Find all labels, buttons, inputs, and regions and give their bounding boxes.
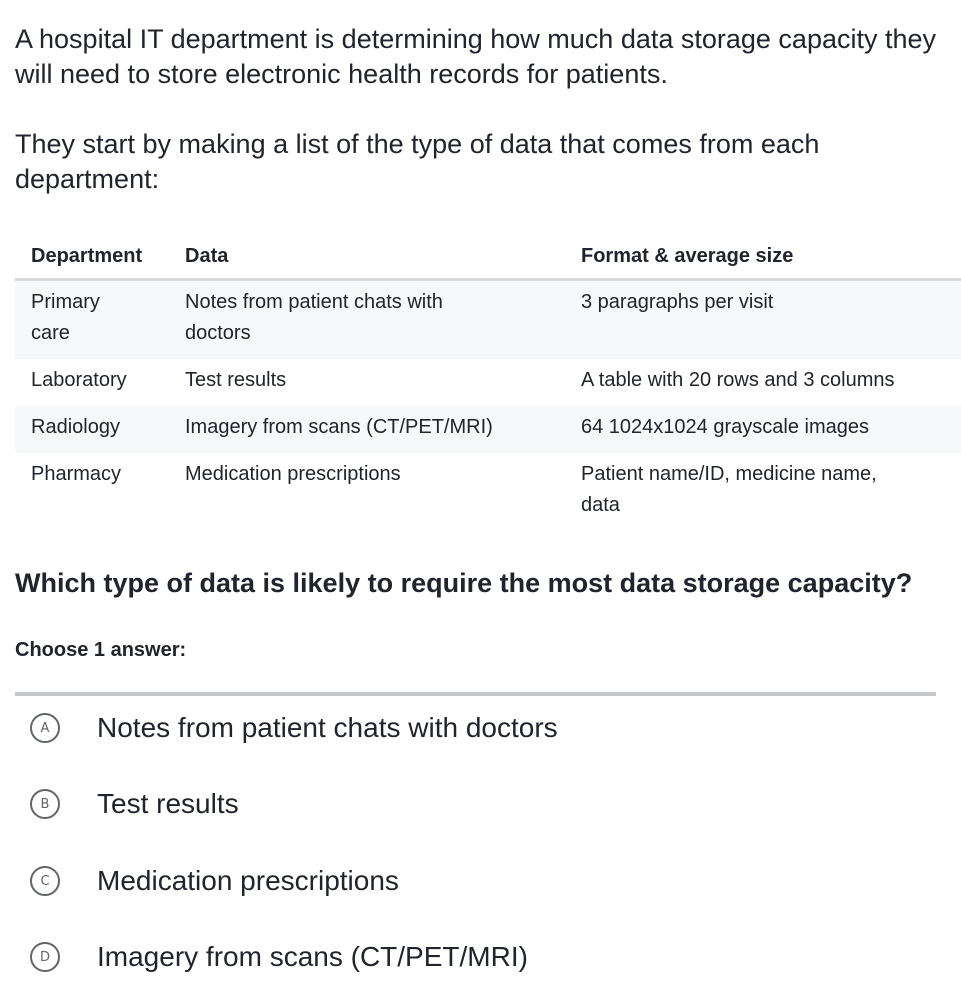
answer-choice-d[interactable] — [30, 934, 528, 980]
data-cell: Imagery from scans (CT/PET/MRI) — [169, 406, 565, 453]
table-row — [15, 453, 961, 531]
answer-choice-a[interactable] — [30, 705, 558, 751]
choice-letter-b: B — [30, 789, 60, 819]
data-cell: Test results — [185, 369, 287, 391]
data-cell: Medication prescriptions — [185, 463, 401, 485]
choice-label: Medication prescriptions — [97, 865, 399, 896]
format-cell: A table with 20 rows and 3 columns — [581, 369, 895, 391]
department-cell: Radiology — [15, 406, 169, 453]
table-row — [15, 280, 961, 360]
choice-letter-c: C — [30, 866, 60, 896]
department-cell: Laboratory — [31, 369, 127, 391]
department-cell: Primary care — [15, 280, 169, 360]
department-data-table — [15, 235, 961, 531]
choice-label: Test results — [97, 788, 239, 819]
format-cell: Patient name/ID, medicine name, data — [581, 463, 877, 516]
format-cell: 3 paragraphs per visit — [565, 280, 961, 360]
data-cell: Notes from patient chats with doctors — [169, 280, 565, 360]
intro-paragraph-2: They start by making a list of the type of data that comes from each department: — [15, 129, 820, 194]
format-cell: 64 1024x1024 grayscale images — [565, 406, 961, 453]
table-row — [15, 359, 961, 406]
intro-paragraph-1: A hospital IT department is determining how much data storage capacity they will need to store electronic health records for patients. — [15, 24, 937, 89]
choose-answer-label: Choose 1 answer: — [15, 639, 187, 661]
divider — [15, 692, 936, 696]
header-format-size: Format & average size — [565, 235, 961, 280]
answer-choice-c[interactable] — [30, 858, 399, 904]
header-department: Department — [15, 235, 169, 280]
table-row — [15, 406, 961, 453]
choice-letter-a: A — [30, 713, 60, 743]
question-text: Which type of data is likely to require the most data storage capacity? — [15, 568, 913, 598]
choice-letter-d: D — [30, 942, 60, 972]
table-header-row — [15, 235, 961, 280]
header-data: Data — [169, 235, 565, 280]
answer-choice-b[interactable] — [30, 781, 239, 827]
department-cell: Pharmacy — [31, 463, 122, 485]
choice-label: Notes from patient chats with doctors — [97, 712, 558, 743]
choice-label: Imagery from scans (CT/PET/MRI) — [97, 941, 528, 972]
